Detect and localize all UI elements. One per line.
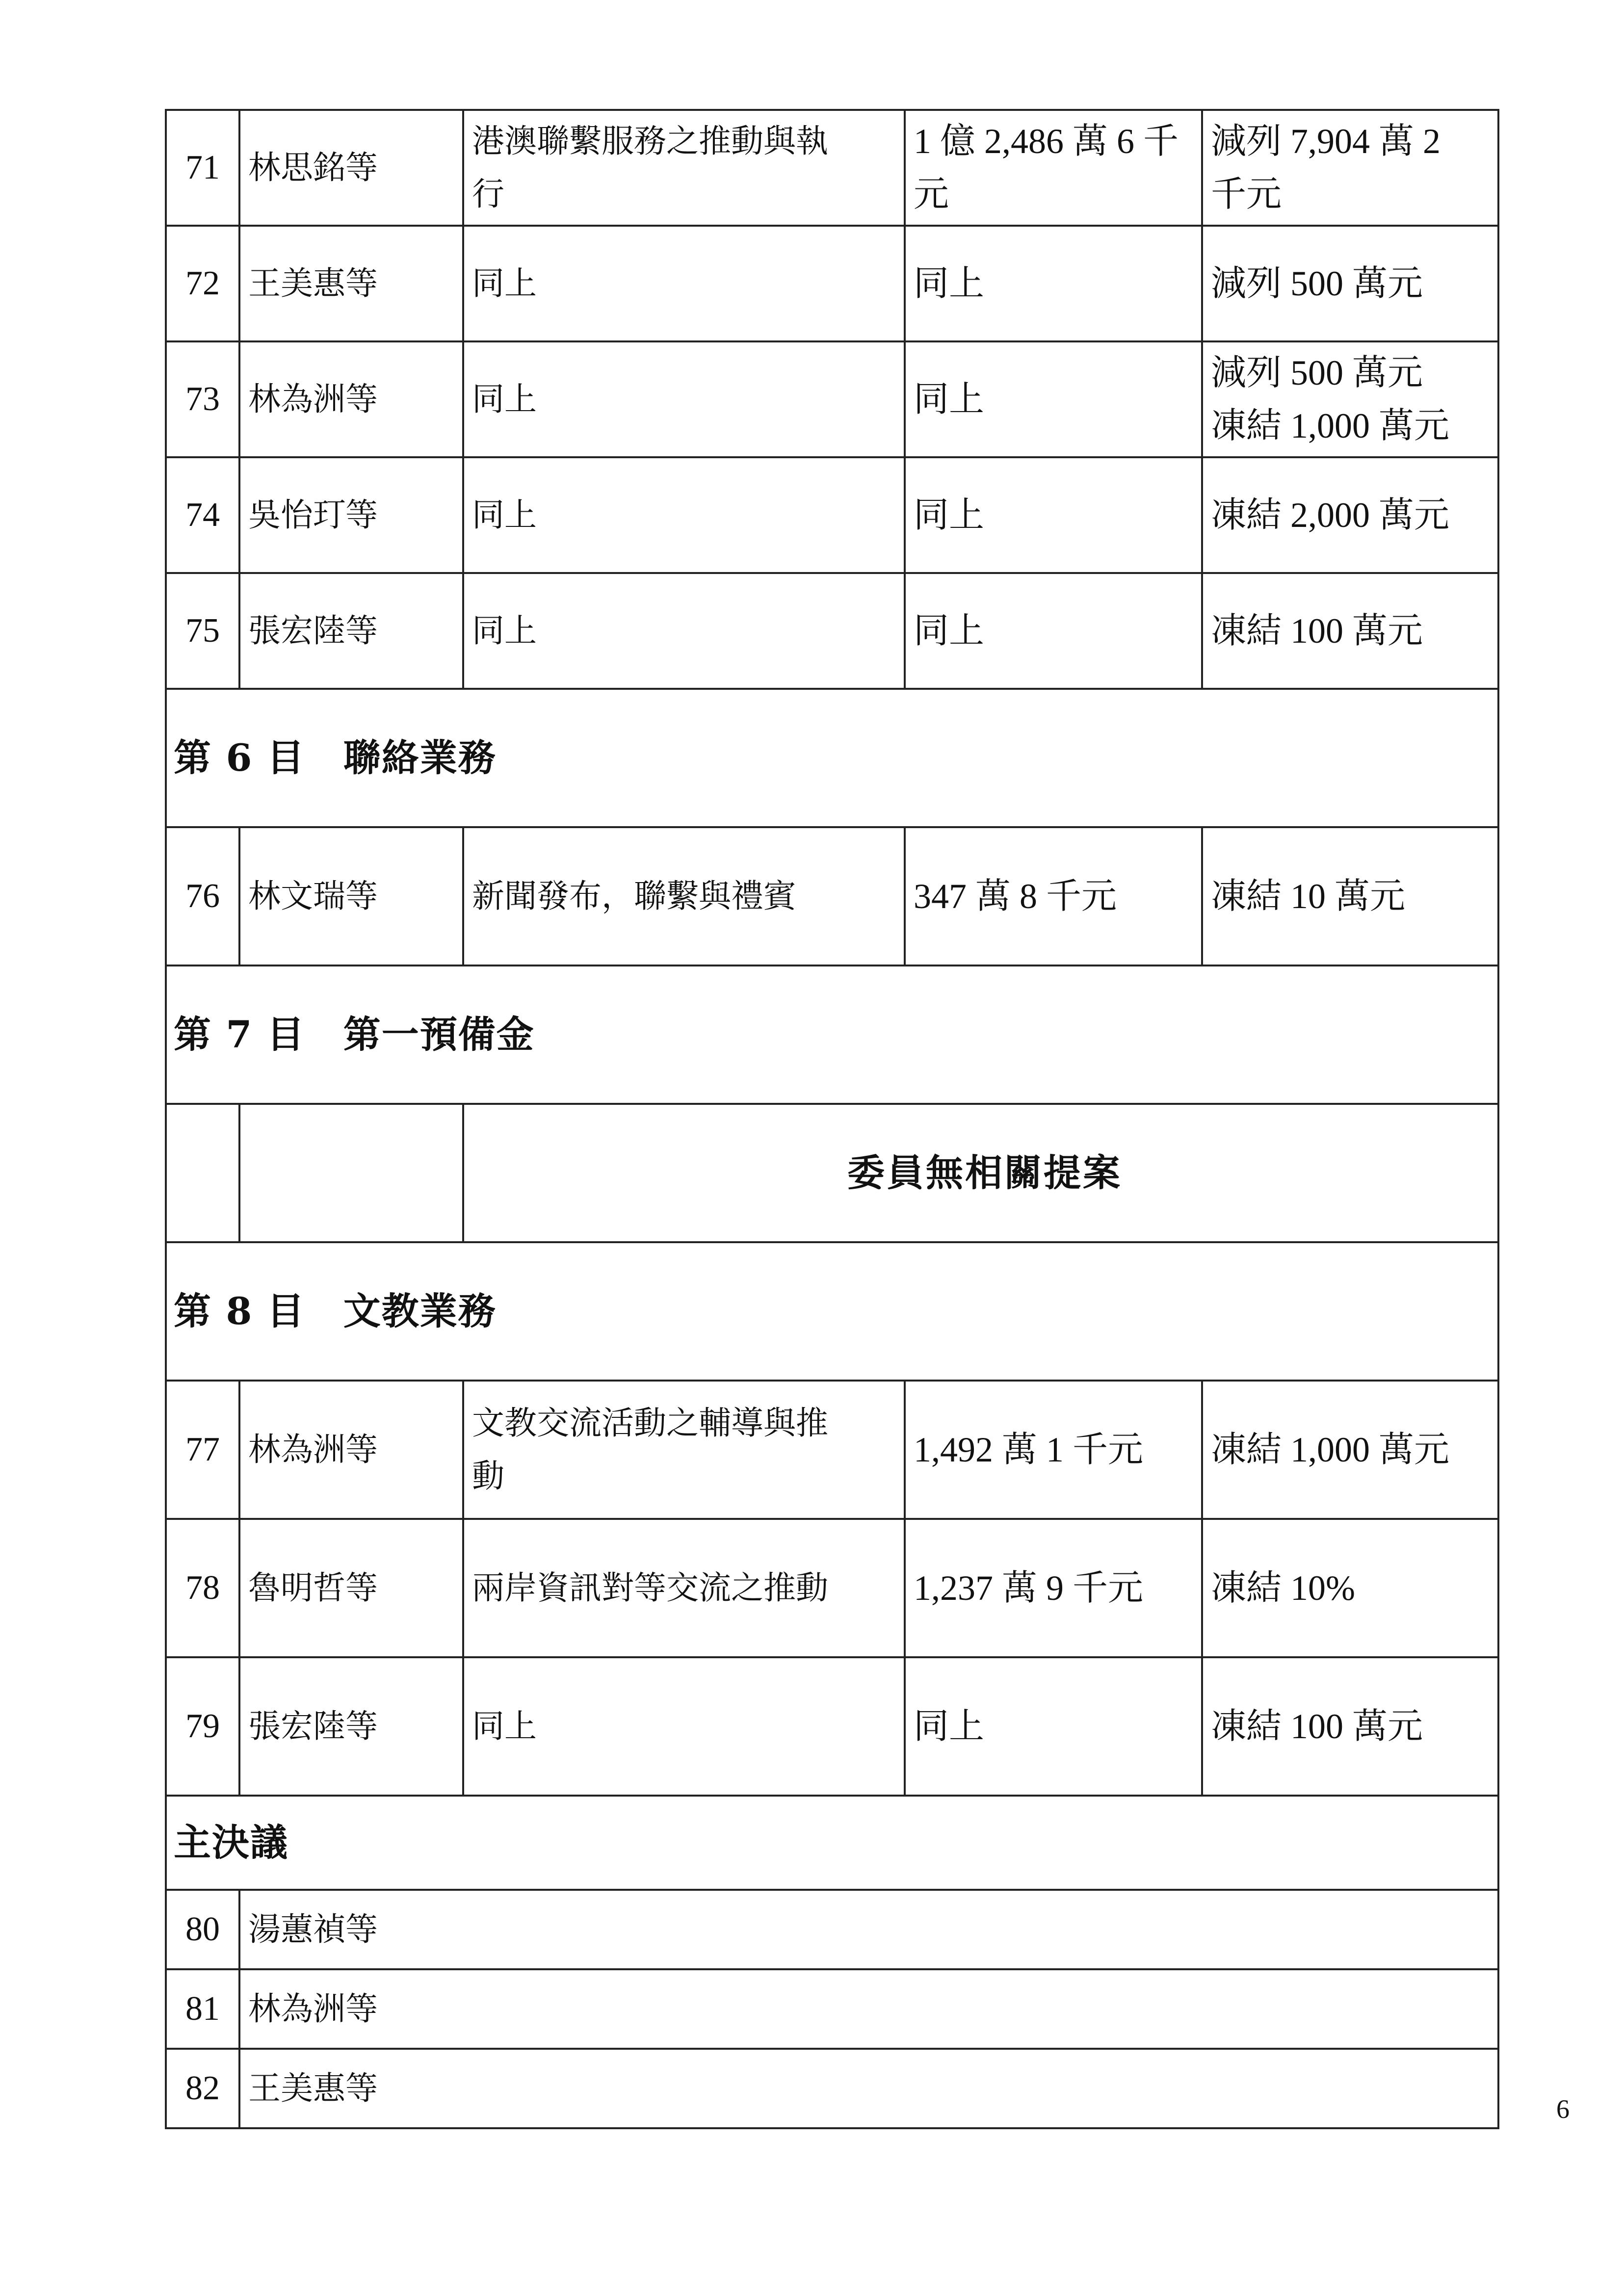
section-row — [166, 965, 1498, 1104]
action-cell: 凍結 100 萬元 — [1202, 573, 1498, 689]
action-cell: 減列 500 萬元 凍結 1,000 萬元 — [1202, 341, 1498, 457]
item-cell: 同上 — [463, 341, 905, 457]
row-number: 72 — [166, 226, 239, 341]
table-row — [166, 573, 1498, 689]
proposer-cell: 吳怡玎等 — [239, 457, 463, 573]
proposer-cell: 張宏陸等 — [239, 1657, 463, 1796]
item-cell: 同上 — [463, 1657, 905, 1796]
item-cell: 港澳聯繫服務之推動與執 行 — [463, 110, 905, 226]
row-number: 71 — [166, 110, 239, 226]
budget-cell: 1,492 萬 1 千元 — [905, 1381, 1202, 1519]
table-row — [166, 341, 1498, 457]
row-number: 79 — [166, 1657, 239, 1796]
section-row — [166, 1242, 1498, 1381]
item-cell: 新聞發布，聯繫與禮賓 — [463, 827, 905, 965]
budget-motion-table — [165, 109, 1499, 2129]
proposer-cell — [239, 1104, 463, 1242]
budget-cell: 1,237 萬 9 千元 — [905, 1519, 1202, 1657]
proposer-cell: 林為洲等 — [239, 1969, 1498, 2049]
action-cell: 凍結 2,000 萬元 — [1202, 457, 1498, 573]
row-number: 78 — [166, 1519, 239, 1657]
table-row — [166, 827, 1498, 965]
table-row — [166, 1657, 1498, 1796]
action-cell: 凍結 100 萬元 — [1202, 1657, 1498, 1796]
proposer-cell: 林思銘等 — [239, 110, 463, 226]
row-number: 82 — [166, 2049, 239, 2128]
section-heading: 第 7 目 第一預備金 — [166, 965, 1498, 1104]
table-row — [166, 226, 1498, 341]
section-row — [166, 1796, 1498, 1890]
action-cell: 減列 500 萬元 — [1202, 226, 1498, 341]
budget-cell: 同上 — [905, 226, 1202, 341]
proposer-cell: 林為洲等 — [239, 1381, 463, 1519]
action-cell: 凍結 1,000 萬元 — [1202, 1381, 1498, 1519]
row-number: 76 — [166, 827, 239, 965]
page-number: 6 — [1556, 2094, 1570, 2124]
row-number — [166, 1104, 239, 1242]
proposer-cell: 湯蕙禎等 — [239, 1890, 1498, 1969]
proposer-cell: 張宏陸等 — [239, 573, 463, 689]
item-cell: 文教交流活動之輔導與推 動 — [463, 1381, 905, 1519]
budget-cell: 同上 — [905, 573, 1202, 689]
section-heading: 第 8 目 文教業務 — [166, 1242, 1498, 1381]
section-row — [166, 689, 1498, 827]
action-cell: 凍結 10% — [1202, 1519, 1498, 1657]
item-cell: 同上 — [463, 226, 905, 341]
row-number: 73 — [166, 341, 239, 457]
item-cell: 同上 — [463, 457, 905, 573]
action-cell: 凍結 10 萬元 — [1202, 827, 1498, 965]
budget-cell: 347 萬 8 千元 — [905, 827, 1202, 965]
item-cell: 同上 — [463, 573, 905, 689]
table-row — [166, 1519, 1498, 1657]
item-cell: 兩岸資訊對等交流之推動 — [463, 1519, 905, 1657]
proposer-cell: 林為洲等 — [239, 341, 463, 457]
no-motion-cell: 委員無相關提案 — [463, 1104, 1498, 1242]
table-row — [166, 1104, 1498, 1242]
row-number: 75 — [166, 573, 239, 689]
proposer-cell: 王美惠等 — [239, 2049, 1498, 2128]
table-row — [166, 457, 1498, 573]
table-row — [166, 1969, 1498, 2049]
budget-cell: 同上 — [905, 1657, 1202, 1796]
budget-cell: 1 億 2,486 萬 6 千 元 — [905, 110, 1202, 226]
row-number: 74 — [166, 457, 239, 573]
budget-cell: 同上 — [905, 341, 1202, 457]
table-row — [166, 110, 1498, 226]
section-heading: 第 6 目 聯絡業務 — [166, 689, 1498, 827]
proposer-cell: 魯明哲等 — [239, 1519, 463, 1657]
proposer-cell: 林文瑞等 — [239, 827, 463, 965]
row-number: 80 — [166, 1890, 239, 1969]
action-cell: 減列 7,904 萬 2 千元 — [1202, 110, 1498, 226]
proposer-cell: 王美惠等 — [239, 226, 463, 341]
section-heading: 主決議 — [166, 1796, 1498, 1890]
table-row — [166, 2049, 1498, 2128]
budget-cell: 同上 — [905, 457, 1202, 573]
row-number: 81 — [166, 1969, 239, 2049]
row-number: 77 — [166, 1381, 239, 1519]
table-row — [166, 1381, 1498, 1519]
table-row — [166, 1890, 1498, 1969]
